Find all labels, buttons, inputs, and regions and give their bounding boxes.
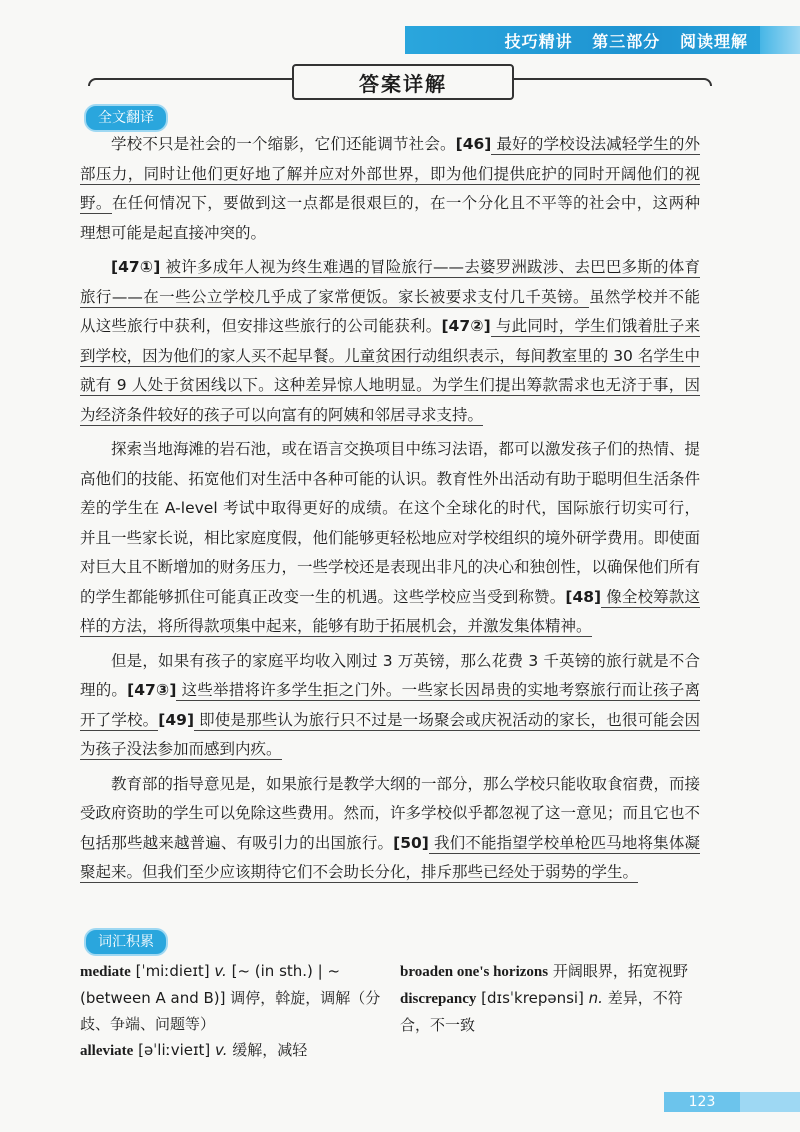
question-marker: [49]: [158, 710, 195, 729]
title-box: [292, 64, 514, 100]
header-cap: [760, 26, 800, 54]
underlined-answer-text: 像全校筹款这样的方法，将所得款项集中起来，能够有助于拓展机会，并激发集体精神。: [80, 587, 700, 635]
underlined-answer-text: 我们不能指望学校单枪匹马地将集体凝聚起来。但我们至少应该期待它们不会助长分化，排斥那些已经处于弱势的学生。: [80, 833, 700, 881]
question-marker: [48]: [565, 587, 602, 606]
page-strip: [740, 1092, 800, 1112]
paragraph-3: [80, 435, 700, 642]
vocab-entry-alleviate: [80, 1037, 390, 1064]
title-rule-right: [510, 78, 712, 86]
title-rule-left: [88, 78, 295, 86]
header-bar: [0, 26, 800, 54]
vocab-pron: [dɪsˈkrepənsi]: [476, 989, 589, 1007]
question-marker: [47③]: [127, 681, 177, 699]
vocab-word: alleviate: [80, 1043, 134, 1059]
underlined-answer-text: 即使是那些认为旅行只不过是一场聚会或庆祝活动的家长，也很可能会因为孩子没法参加而感到内疚。: [80, 710, 700, 758]
vocab-def: 差异，不符合，不一致: [400, 989, 683, 1034]
vocab-pos: v.: [214, 962, 227, 980]
vocab-word: discrepancy: [400, 991, 477, 1007]
vocab-pron: [əˈliːvieɪt]: [133, 1041, 216, 1059]
paragraph-2: [80, 253, 700, 430]
vocab-tag: 词汇积累: [84, 928, 168, 956]
vocab-pos: v.: [215, 1041, 228, 1059]
vocab-def: [~ (in sth.) | ~ (between A and B)] 调停，斡旋，调解（分歧、争端、问题等）: [80, 962, 381, 1033]
header-text: 技巧精讲 第三部分 阅读理解: [504, 32, 748, 51]
question-marker: [50]: [393, 833, 429, 852]
translation-tag: 全文翻译: [84, 104, 168, 132]
underlined-answer-text: 一些家长因昂贵的实地考察旅行而让孩子离开了学校。: [80, 681, 700, 729]
underlined-answer-text: 这些举措将许多学生拒之门外。: [176, 681, 402, 699]
vocab-word: mediate: [80, 964, 131, 980]
question-marker: [47①]: [111, 258, 161, 276]
body-text: 但是，如果有孩子的家庭平均收入刚过 3 万英镑，那么花费 3 千英镑的旅行就是不合理的。: [80, 651, 700, 699]
body-text: 探索当地海滩的岩石池，或在语言交换项目中练习法语，都可以激发孩子们的热情、提高他们的技能、拓宽他们对生活中各种可能的认识。教育性外出活动有助于聪明但生活条件差的学生在 A-level 考试中取得更好的成绩。在这个全球化的时代，国际旅行切实可行，并且一些家长说，相比家庭度假，他们能够更轻松地应对学校组织的境外研学费用。即使面对巨大且不断增加的财务压力，一些学校还是表现出非凡的决心和独创性，以确保他们所有的学生都能够抓住可能真正改变一生的机遇。这些学校应当受到称赞。: [80, 440, 701, 606]
body-text: 教育部的指导意见是，如果旅行是教学大纲的一部分，那么学校只能收取食宿费，而接受政府资助的学生可以免除这些费用。然而，许多学校似乎都忽视了这一意见；而且它也不包括那些越来越普遍、有吸引力的出国旅行。: [80, 774, 701, 852]
question-marker: [46]: [455, 135, 492, 153]
vocab-column-right: [400, 958, 700, 1038]
body-text: 虽然学校并不能从这些旅行中获利，但安排这些旅行的公司能获利。: [80, 287, 700, 335]
translation-body: [80, 130, 700, 888]
vocab-word: broaden one's horizons: [400, 964, 549, 980]
underlined-answer-text: 最好的学校设法减轻学生的外部压力，同时让他们更好地了解并应对外部世界，即为他们提供庇护的同时开阔他们的视野。: [80, 135, 700, 212]
vocab-def: 开阔眼界，拓宽视野: [548, 962, 688, 980]
vocab-entry-broaden: [400, 958, 700, 985]
vocab-def: 缓解，减轻: [227, 1041, 308, 1059]
paragraph-5: [80, 770, 700, 888]
underlined-answer-text: 与此同时，学生们饿着肚子来到学校，因为他们的家人买不起早餐。儿童贫困行动组织表示，每间教室里的 30 名学生中就有 9 人处于贫困线以下。这种差异惊人地明显。为学生们提出筹款需求也无济于事，因为经济条件较好的孩子可以向富有的阿姨和邻居寻求支持。: [80, 317, 700, 424]
vocab-pos: n.: [588, 989, 603, 1007]
underlined-answer-text: 被许多成年人视为终生难遇的冒险旅行——去婆罗洲跋涉、去巴巴多斯的体育旅行——在一些公立学校几乎成了家常便饭。家长被要求支付几千英镑。: [80, 258, 700, 306]
vocab-pron: [ˈmiːdieɪt]: [130, 962, 215, 980]
vocab-column-left: [80, 958, 390, 1064]
body-text: 在任何情况下，要做到这一点都是很艰巨的，在一个分化且不平等的社会中，这两种理想可能是起直接冲突的。: [80, 194, 700, 242]
paragraph-1: [80, 130, 700, 248]
page-title: 答案详解: [359, 71, 447, 96]
page-number: 123: [664, 1092, 740, 1112]
paragraph-4: [80, 647, 700, 765]
body-text: 学校不只是社会的一个缩影，它们还能调节社会。: [111, 135, 456, 153]
question-marker: [47②]: [441, 317, 491, 335]
vocab-entry-discrepancy: [400, 985, 700, 1038]
vocab-entry-mediate: [80, 958, 390, 1037]
